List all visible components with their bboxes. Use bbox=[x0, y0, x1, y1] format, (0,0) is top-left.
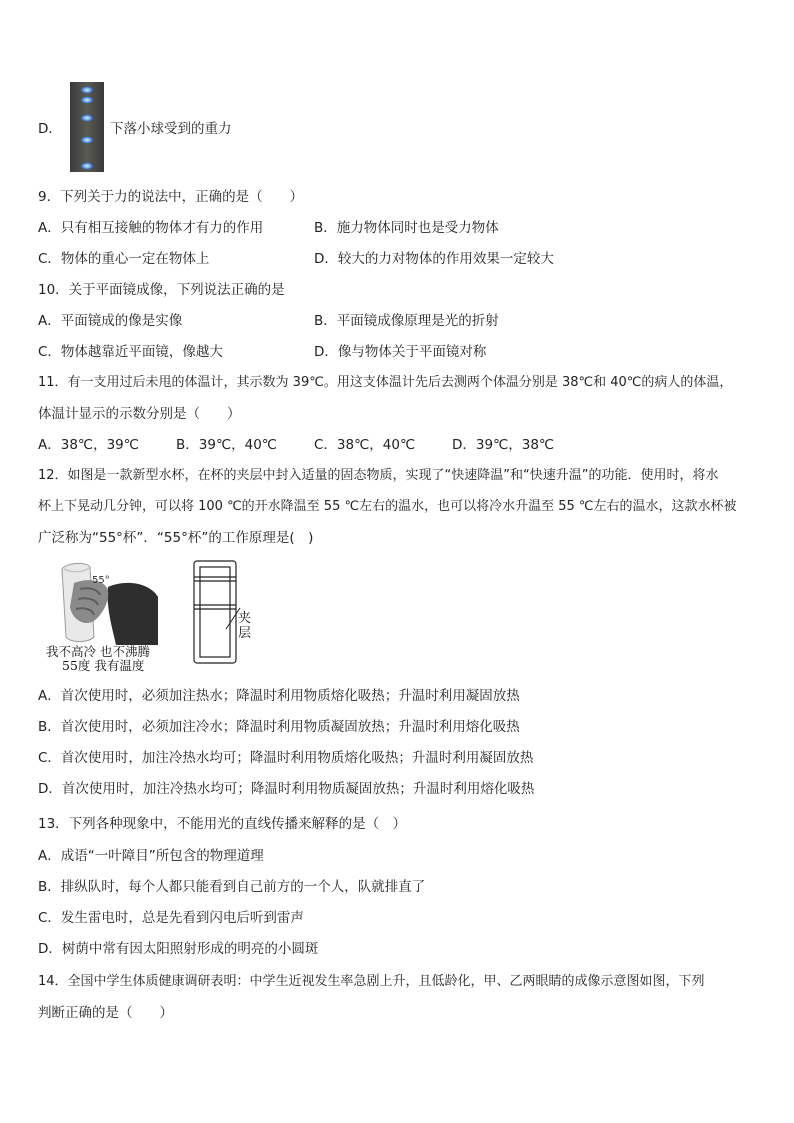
q11-stem-line1: 11．有一支用过后未甩的体温计，其示数为 39℃。用这支体温计先后去测两个体温分别是 38℃和 40℃的病人的体温， bbox=[38, 375, 733, 390]
svg-text:55°: 55° bbox=[92, 575, 110, 586]
q12-option-b: B．首次使用时，必须加注冷水；降温时利用物质凝固放热；升温时利用熔化吸热 bbox=[38, 719, 520, 735]
q8-option-d-text: 下落小球受到的重力 bbox=[110, 121, 232, 137]
q12-stem-line1: 12．如图是一款新型水杯，在杯的夹层中封入适量的固态物质，实现了“快速降温”和“快速升温”的功能．使用时，将水 bbox=[38, 468, 719, 483]
cup-photo-caption-line1: 我不高冷 也不沸腾 bbox=[46, 644, 150, 659]
q11-stem-line2: 体温计显示的示数分别是（ ） bbox=[38, 406, 241, 422]
q9-option-d: D．较大的力对物体的作用效果一定较大 bbox=[314, 251, 554, 267]
q12-stem-line3: 广泛称为“55°杯”．“55°杯”的工作原理是( ) bbox=[38, 530, 314, 546]
q10-option-d: D．像与物体关于平面镜对称 bbox=[314, 344, 487, 360]
q13-option-c: C．发生雷电时，总是先看到闪电后听到雷声 bbox=[38, 910, 304, 926]
q13-option-b: B．排纵队时，每个人都只能看到自己前方的一个人，队就排直了 bbox=[38, 879, 426, 895]
q11-option-a: A．38℃，39℃ bbox=[38, 437, 139, 453]
q10-option-b: B．平面镜成像原理是光的折射 bbox=[314, 313, 499, 329]
q12-option-d: D．首次使用时，加注冷热水均可；降温时利用物质凝固放热；升温时利用熔化吸热 bbox=[38, 781, 535, 797]
q11-option-b: B．39℃，40℃ bbox=[176, 437, 277, 453]
q13-option-a: A．成语“一叶障目”所包含的物理道理 bbox=[38, 848, 264, 864]
q13-stem: 13．下列各种现象中，不能用光的直线传播来解释的是（ ） bbox=[38, 816, 407, 832]
q10-stem: 10．关于平面镜成像，下列说法正确的是 bbox=[38, 282, 285, 298]
q9-option-b: B．施力物体同时也是受力物体 bbox=[314, 220, 499, 236]
falling-ball-strobe-photo-icon bbox=[70, 82, 104, 172]
cup-photo-icon bbox=[46, 557, 166, 645]
q11-option-d: D．39℃，38℃ bbox=[452, 437, 555, 453]
q14-stem-line2: 判断正确的是（ ） bbox=[38, 1005, 173, 1021]
q9-option-a: A．只有相互接触的物体才有力的作用 bbox=[38, 220, 264, 236]
q11-option-c: C．38℃，40℃ bbox=[314, 437, 416, 453]
q12-option-c: C．首次使用时，加注冷热水均可；降温时利用物质熔化吸热；升温时利用凝固放热 bbox=[38, 750, 534, 766]
diagram-label-char2: 层 bbox=[238, 626, 252, 641]
q13-option-d: D．树荫中常有因太阳照射形成的明亮的小圆斑 bbox=[38, 941, 319, 957]
cup-photo-caption-line2: 55度 我有温度 bbox=[62, 658, 145, 673]
q10-option-c: C．物体越靠近平面镜，像越大 bbox=[38, 344, 223, 360]
q12-option-a: A．首次使用时，必须加注热水；降温时利用物质熔化吸热；升温时利用凝固放热 bbox=[38, 688, 520, 704]
q14-stem-line1: 14．全国中学生体质健康调研表明：中学生近视发生率急剧上升，且低龄化，甲、乙两眼睛的成像示意图如图，下列 bbox=[38, 974, 705, 989]
q8-option-d-letter: D． bbox=[38, 121, 62, 137]
q9-stem: 9．下列关于力的说法中，正确的是（ ） bbox=[38, 189, 304, 205]
q10-option-a: A．平面镜成的像是实像 bbox=[38, 313, 183, 329]
diagram-label-char1: 夹 bbox=[238, 611, 252, 626]
q9-option-c: C．物体的重心一定在物体上 bbox=[38, 251, 210, 267]
q12-stem-line2: 杯上下晃动几分钟，可以将 100 ℃的开水降温至 55 ℃左右的温水，也可以将冷水升温至 55 ℃左右的温水，这款水杯被 bbox=[38, 499, 737, 514]
